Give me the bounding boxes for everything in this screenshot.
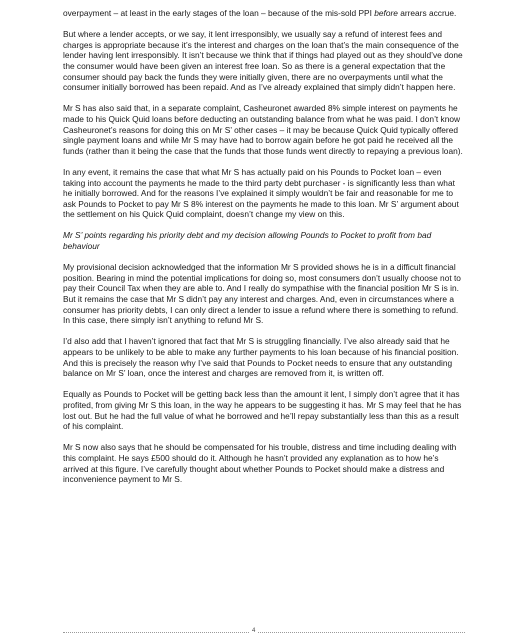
document-page: [63, 8, 465, 495]
paragraph-text: But where a lender accepts, or we say, it lent irresponsibly, we usually say a refund of interest fees and charges is appropriate because it’s the interest and charges on the loan that’s the main consequence of the lender having lent irresponsibly. It isn’t because we think that if things had played out as they should’ve done the consumer would have been given an interest free loan. So as there is a general expectation that the consumer should pay back the funds they were initially given, there are no overpayments until what the consumer initially borrowed has been repaid. And as I’ve already explained that simply didn’t happen here.: [63, 29, 463, 93]
body-paragraph: [63, 336, 465, 378]
paragraph-text: I’d also add that I haven’t ignored that fact that Mr S is struggling financially. I’ve also already said that he appears to be unlikely to be able to make any further payments to his loan because of his financial position. And this is precisely the reason why I’ve said that Pounds to Pocket needs to ensure that any outstanding balance on Mr S’ loan, once the interest and charges are removed from it, is written off.: [63, 336, 459, 379]
page-number: 4: [252, 628, 256, 634]
paragraph-text: overpayment – at least in the early stages of the loan – because of the mis-sold PPI: [63, 8, 375, 18]
body-paragraph: [63, 262, 465, 326]
paragraph-text: Mr S now also says that he should be compensated for his trouble, distress and time including dealing with this complaint. He says £500 should do it. Although he hasn’t provided any explanation as to how he’s arrived at this figure. I’ve carefully thought about whether Pounds to Pocket should make a distress and inconvenience payment to Mr S.: [63, 442, 457, 485]
paragraph-text: Mr S has also said that, in a separate complaint, Casheuronet awarded 8% simple interest on payments he made to his Quick Quid loans before deducting an outstanding balance from what he was paid. I don’t know Casheuronet’s reasons for doing this on Mr S’ other cases – it may be because Quick Quid typically offered single payment loans and while Mr S may have had to borrow again before he got paid he received all the funds (rather than it being the case that the funds that those funds went directly to repaying a previous loan).: [63, 103, 463, 156]
body-paragraph: [63, 167, 465, 220]
paragraph-text: arrears accrue.: [397, 8, 457, 18]
body-paragraph: [63, 8, 465, 19]
italic-text: before: [374, 8, 398, 18]
body-paragraph: [63, 389, 465, 431]
italic-text: Mr S’ points regarding his priority debt and my decision allowing Pounds to Pocket to profit from bad behaviour: [63, 230, 432, 252]
section-heading: [63, 230, 465, 251]
body-paragraph: [63, 29, 465, 93]
body-paragraph: [63, 103, 465, 156]
paragraph-text: In any event, it remains the case that what Mr S has actually paid on his Pounds to Pocket loan – even taking into account the payments he made to the third party debt purchaser - is significantly less than what he initially borrowed. And for the reasons I’ve explained it simply wouldn’t be fair and reasonable for me to ask Pounds to Pocket to pay Mr S 8% interest on the payments he made to this loan. Mr S’ argument about the settlement on his Quick Quid complaint, doesn’t change my view on this.: [63, 166, 459, 220]
footer-divider: [63, 632, 465, 633]
paragraph-text: Equally as Pounds to Pocket will be getting back less than the amount it lent, I simply don’t agree that it has profited, from giving Mr S this loan, in the way he appears to be suggesting it has. Mr S may feel that he has lost out. But he had the full value of what he borrowed and he’ll repay substantially less than this as a result of his complaint.: [63, 389, 462, 432]
body-paragraph: [63, 442, 465, 484]
paragraph-text: My provisional decision acknowledged that the information Mr S provided shows he is in a difficult financial position. Bearing in mind the potential implications for doing so, most consumers don’t usually choose not to pay their Council Tax when they are able to. And I really do sympathise with the financial position Mr S is in. But it remains the case that Mr S didn’t pay any interest and charges. And, even in circumstances where a consumer has priority debts, I can only direct a lender to issue a refund where there is something to refund. In this case, there simply isn’t anything to refund Mr S.: [63, 262, 461, 326]
